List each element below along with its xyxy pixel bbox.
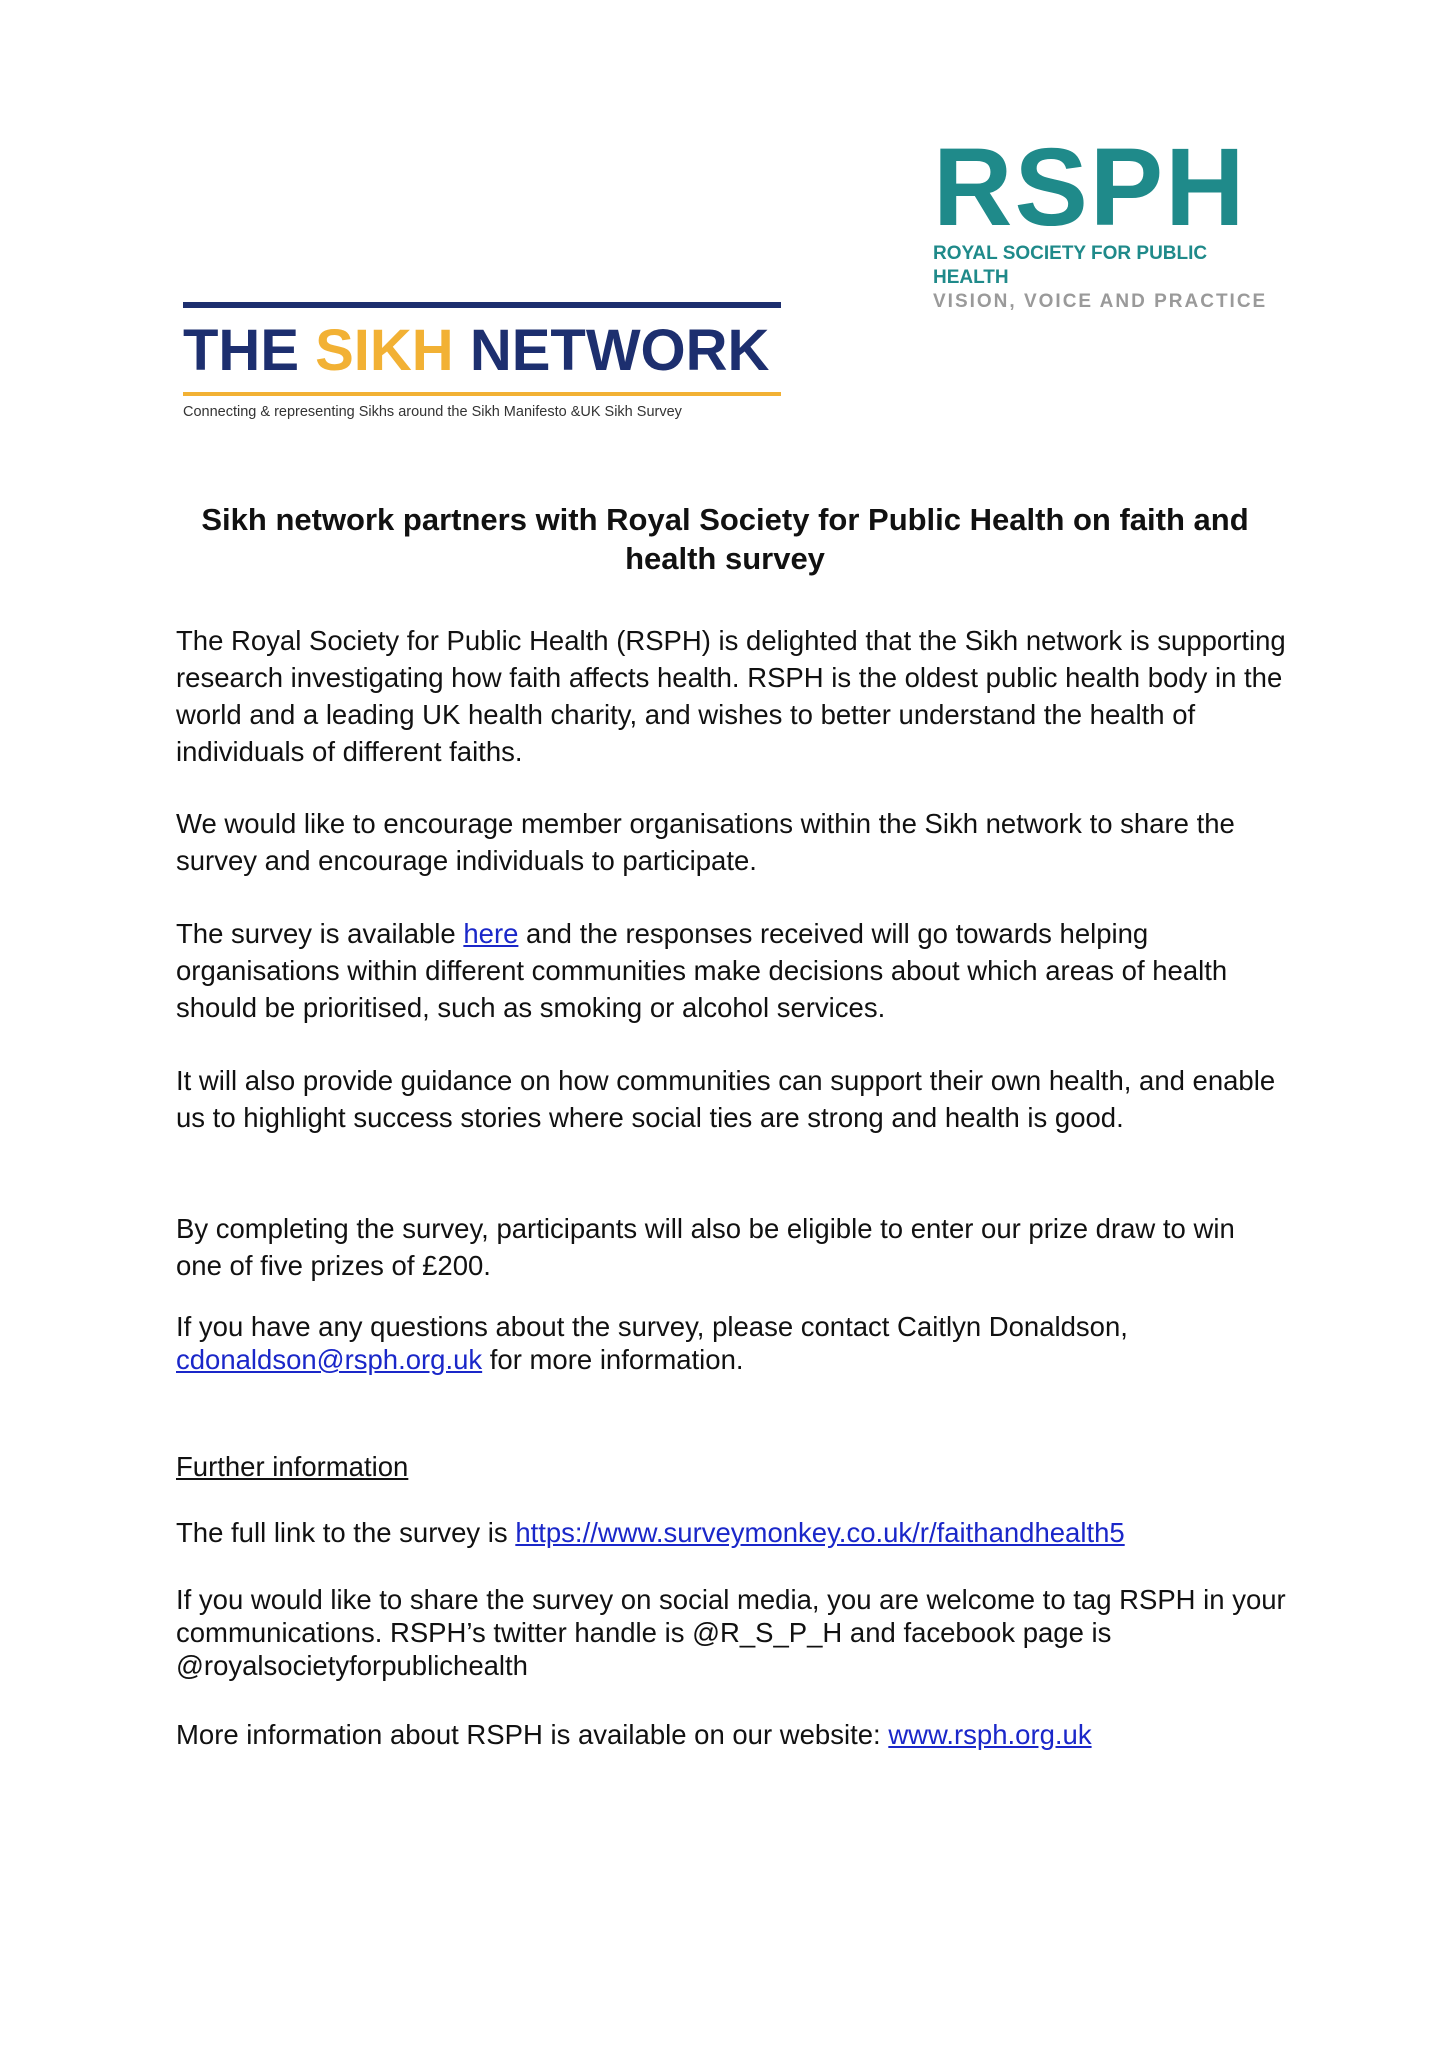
wordmark-sikh: SIKH bbox=[315, 318, 454, 383]
paragraph-website bbox=[176, 1716, 1286, 1753]
rsph-logo bbox=[933, 126, 1288, 314]
paragraph-encourage: We would like to encourage member organisations within the Sikh network to share the survey and encourage individuals to participate. bbox=[176, 808, 1235, 876]
logo-top-rule bbox=[183, 302, 781, 308]
p3-text-after: and the responses received will go towards helping organisations within different communities make decisions about which areas of health should be prioritised, such as smoking or alcohol services. bbox=[176, 918, 1228, 1023]
paragraph-prize-draw: By completing the survey, participants will also be eligible to enter our prize draw to win one of five prizes of £200. bbox=[176, 1213, 1235, 1281]
contact-email-link[interactable]: cdonaldson@rsph.org.uk bbox=[176, 1344, 483, 1375]
paragraph-survey-availability bbox=[176, 915, 1286, 1026]
further-information-label: Further information bbox=[176, 1451, 409, 1482]
survey-url-link[interactable]: https://www.surveymonkey.co.uk/r/faithandhealth5 bbox=[515, 1517, 1125, 1548]
paragraph-intro: The Royal Society for Public Health (RSPH) is delighted that the Sikh network is supporting research investigating how faith affects health. RSPH is the oldest public health body in the world and a leading UK health charity, and wishes to better understand the health of individuals of different faiths. bbox=[176, 625, 1286, 767]
rsph-name-line: ROYAL SOCIETY FOR PUBLIC HEALTH bbox=[933, 243, 1208, 288]
further-information-heading bbox=[176, 1448, 1286, 1485]
p6-text-before: If you have any questions about the survey, please contact Caitlyn Donaldson, bbox=[176, 1311, 1128, 1342]
sikh-network-logo bbox=[183, 302, 781, 420]
paragraph-contact bbox=[176, 1310, 1286, 1376]
wordmark-network: NETWORK bbox=[453, 318, 770, 383]
paragraph-full-link bbox=[176, 1514, 1286, 1551]
survey-here-link[interactable]: here bbox=[463, 918, 519, 949]
logo-bottom-rule bbox=[183, 392, 781, 396]
sikh-network-tagline: Connecting & representing Sikhs around the Sikh Manifesto &UK Sikh Survey bbox=[183, 404, 682, 420]
rsph-website-link[interactable]: www.rsph.org.uk bbox=[888, 1719, 1092, 1750]
document-headline: Sikh network partners with Royal Society for Public Health on faith and health survey bbox=[201, 502, 1249, 576]
p7-text-before: The full link to the survey is bbox=[176, 1517, 516, 1548]
sikh-network-wordmark bbox=[183, 316, 781, 386]
rsph-wordmark: RSPH bbox=[933, 126, 1247, 249]
rsph-slogan-line: VISION, VOICE AND PRACTICE bbox=[933, 291, 1268, 312]
paragraph-guidance: It will also provide guidance on how communities can support their own health, and enable us to highlight success stories where social ties are strong and health is good. bbox=[176, 1065, 1276, 1133]
p6-text-after: for more information. bbox=[482, 1344, 744, 1375]
p3-text-before: The survey is available bbox=[176, 918, 464, 949]
wordmark-the: THE bbox=[183, 318, 316, 383]
paragraph-social-media: If you would like to share the survey on social media, you are welcome to tag RSPH in your communications. RSPH’s twitter handle is @R_S_P_H and facebook page is @royalsocietyforpublichealth bbox=[176, 1584, 1286, 1681]
p9-text-before: More information about RSPH is available on our website: bbox=[176, 1719, 889, 1750]
